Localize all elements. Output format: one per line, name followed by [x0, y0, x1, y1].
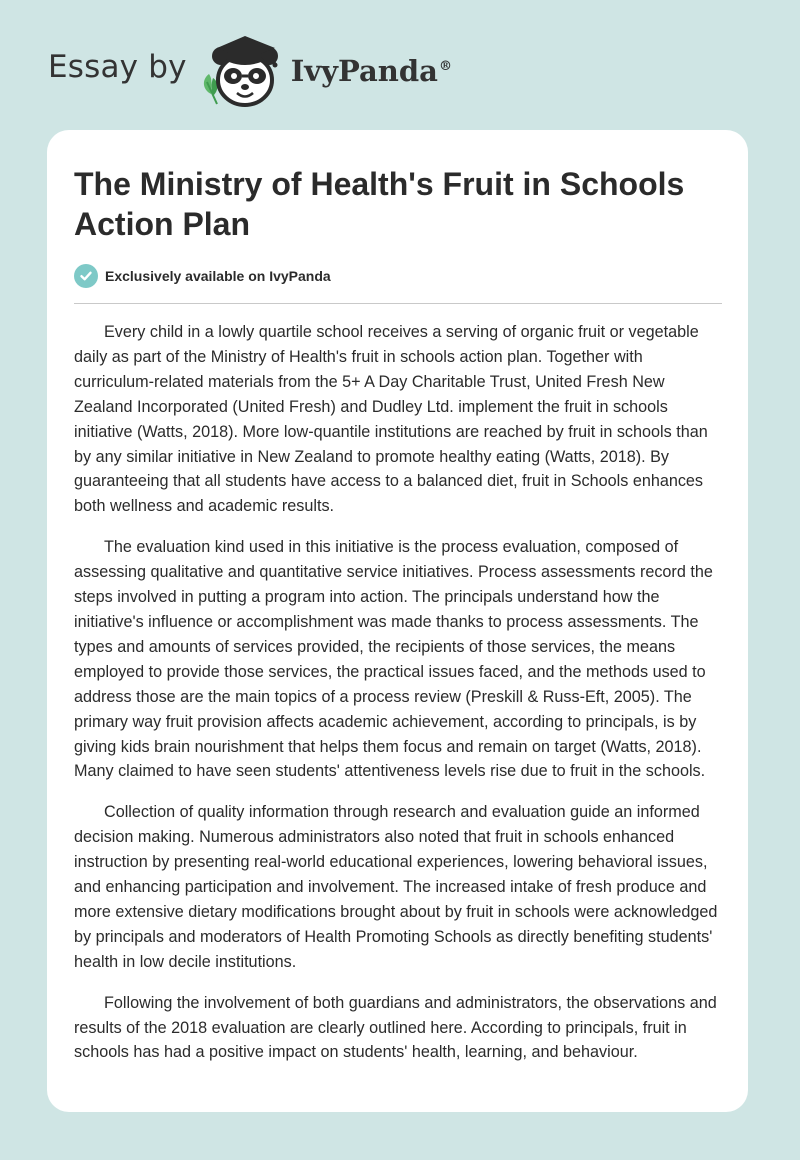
- brand-name: IvyPanda®: [290, 54, 452, 88]
- essay-card: [47, 130, 748, 1112]
- page-title: The Ministry of Health's Fruit in Schools Action Plan: [74, 166, 685, 242]
- check-icon: [74, 264, 98, 288]
- exclusive-badge: [74, 264, 331, 288]
- brand-header[interactable]: [48, 28, 452, 112]
- essay-body: [74, 320, 724, 1081]
- paragraph: Following the involvement of both guardians and administrators, the observations and results of the 2018 evaluation are clearly outlined here. According to principals, fruit in schools has had a positive impact on students' health, learning, and behaviour.: [74, 993, 717, 1062]
- brand-prefix: Essay by: [48, 49, 187, 85]
- panda-graduate-logo-icon: [199, 28, 291, 112]
- paragraph: Every child in a lowly quartile school receives a serving of organic fruit or vegetable daily as part of the Ministry of Health's fruit in schools action plan. Together with curriculum-related materials from the 5+ A Day Charitable Trust, United Fresh New Zealand Incorporated (United Fresh) and Dudley Ltd. implement the fruit in schools initiative (Watts, 2018). More low-quantile institutions are reached by fruit in schools than by any similar initiative in New Zealand to promote healthy eating (Watts, 2018). By guaranteeing that all students have access to a balanced diet, fruit in Schools enhances both wellness and academic results.: [74, 323, 708, 516]
- divider: [74, 303, 722, 304]
- exclusive-label: Exclusively available on IvyPanda: [105, 268, 331, 284]
- paragraph: The evaluation kind used in this initiative is the process evaluation, composed of assessing qualitative and quantitative service initiatives. Process assessments record the steps involved in putting a program into action. The principals understand how the initiative's influence or accomplishment was made thanks to process assessments. The types and amounts of services provided, the recipients of those services, the means employed to provide those services, the practical issues faced, and the methods used to address those are the main topics of a process review (Preskill & Russ-Eft, 2005). The primary way fruit provision affects academic achievement, according to principals, is by giving kids brain nourishment that helps them focus and remain on target (Watts, 2018). Many claimed to have seen students' attentiveness levels rise due to fruit in the schools.: [74, 538, 713, 781]
- paragraph: Collection of quality information through research and evaluation guide an informed decision making. Numerous administrators also noted that fruit in schools enhanced instruction by presenting real-world educational experiences, lowering behavioral issues, and enhancing participation and involvement. The increased intake of fresh produce and more extensive dietary modifications brought about by fruit in schools were acknowledged by principals and moderators of Health Promoting Schools as directly benefiting students' health in low decile institutions.: [74, 803, 718, 971]
